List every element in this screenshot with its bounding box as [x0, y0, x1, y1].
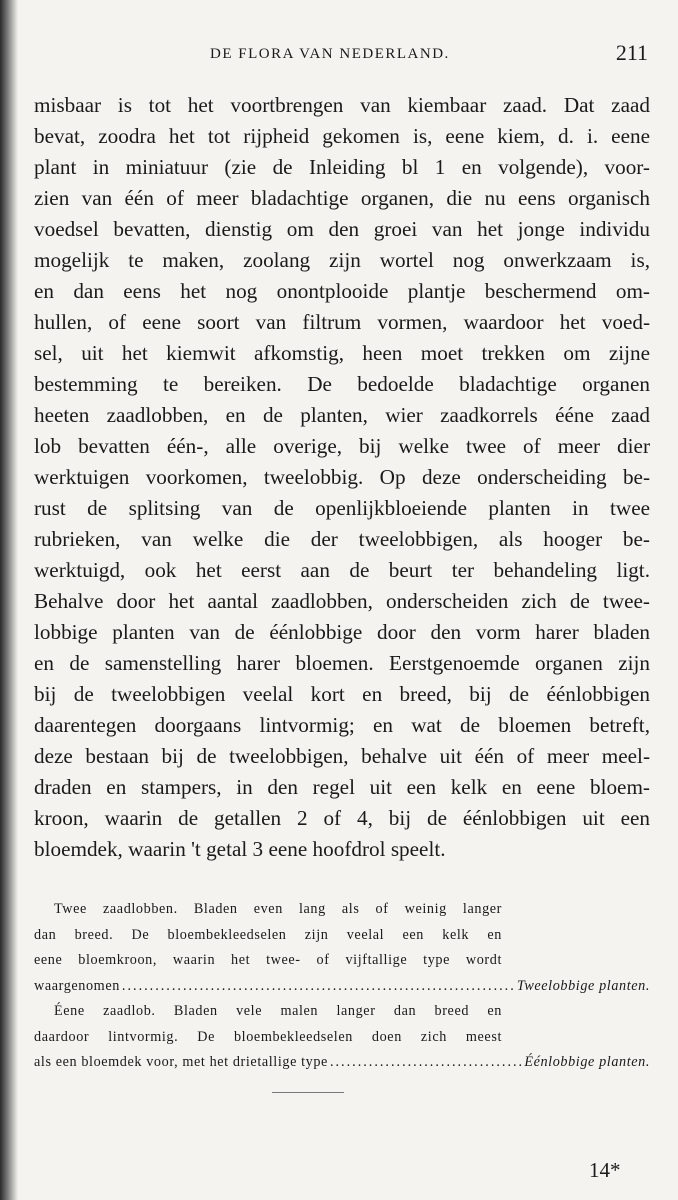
key-result: Éénlobbige planten. — [524, 1054, 650, 1070]
body-line: kroon, waarin de getallen 2 of 4, bij de éénlobbigen uit een — [34, 806, 650, 830]
body-line: rubrieken, van welke die der tweelobbigen, als hooger be- — [34, 527, 650, 551]
page-gutter-shadow — [0, 0, 18, 1200]
body-line: en de samenstelling harer bloemen. Eerstgenoemde organen zijn — [34, 651, 650, 675]
key-entry-tail: als een bloemdek voor, met het drietallige type — [34, 1054, 328, 1070]
body-line: draden en stampers, in den regel uit een kelk en eene bloem- — [34, 775, 650, 799]
key-entry-result-line — [34, 1050, 650, 1076]
body-line: hullen, of eene soort van filtrum vormen, waardoor het voed- — [34, 310, 650, 334]
body-line: misbaar is tot het voortbrengen van kiembaar zaad. Dat zaad — [34, 93, 650, 117]
key-entry-line: Twee zaadlobben. Bladen even lang als of weinig langer — [54, 901, 502, 917]
body-line: mogelijk te maken, zoolang zijn wortel nog onwerkzaam is, — [34, 248, 650, 272]
body-line: werktuigen voorkomen, tweelobbig. Op deze onderscheiding be- — [34, 465, 650, 489]
key-entry-tail: waargenomen — [34, 977, 120, 994]
leader-dots — [122, 974, 515, 1000]
leader-dots — [330, 1050, 522, 1076]
signature-mark: 14* — [589, 1158, 621, 1182]
body-line: heeten zaadlobben, en de planten, wier zaadkorrels ééne zaad — [34, 403, 650, 427]
key-entry-line: dan breed. De bloembekleedselen zijn veelal een kelk en — [34, 926, 502, 943]
body-line: Behalve door het aantal zaadlobben, onderscheiden zich de twee- — [34, 589, 650, 613]
page-number: 211 — [615, 40, 648, 65]
body-line: bij de tweelobbigen veelal kort en breed, bij de éénlobbigen — [34, 682, 650, 706]
body-line: rust de splitsing van de openlijkbloeiende planten in twee — [34, 496, 650, 520]
section-rule — [272, 1092, 344, 1093]
key-entry-line: Éene zaadlob. Bladen vele malen langer dan breed en — [54, 1003, 502, 1019]
identification-key — [34, 897, 650, 1076]
body-line: werktuigd, ook het eerst aan de beurt ter behandeling ligt. — [34, 558, 650, 582]
body-line: voedsel bevatten, dienstig om den groei van het jonge individu — [34, 217, 650, 241]
body-line: bestemming te bereiken. De bedoelde bladachtige organen — [34, 372, 650, 396]
body-line: en dan eens het nog onontplooide plantje beschermend om- — [34, 279, 650, 303]
body-line: bloemdek, waarin 't getal 3 eene hoofdrol speelt. — [34, 837, 446, 861]
body-line: lobbige planten van de éénlobbige door den vorm harer bladen — [34, 620, 650, 644]
body-line: daarentegen doorgaans lintvormig; en wat de bloemen betreft, — [34, 713, 650, 737]
body-line: plant in miniatuur (zie de Inleiding bl 1 en volgende), voor- — [34, 155, 650, 179]
key-result: Tweelobbige planten. — [516, 977, 650, 994]
body-line: bevat, zoodra het tot rijpheid gekomen is, eene kiem, d. i. eene — [34, 124, 650, 148]
running-head: DE FLORA VAN NEDERLAND. — [210, 46, 450, 62]
key-entry-line: eene bloemkroon, waarin het twee- of vijftallige type wordt — [34, 952, 502, 968]
body-line: deze bestaan bij de tweelobbigen, behalve uit één of meer meel- — [34, 744, 650, 768]
body-line: lob bevatten één-, alle overige, bij welke twee of meer dier — [34, 434, 650, 458]
page-header — [0, 40, 678, 76]
key-entry-result-line — [34, 974, 650, 1000]
body-line: sel, uit het kiemwit afkomstig, heen moet trekken om zijne — [34, 341, 650, 365]
key-entry-line: daardoor lintvormig. De bloembekleedselen doen zich meest — [34, 1028, 502, 1045]
body-line: zien van één of meer bladachtige organen, die nu eens organisch — [34, 186, 650, 210]
body-text — [34, 90, 650, 865]
